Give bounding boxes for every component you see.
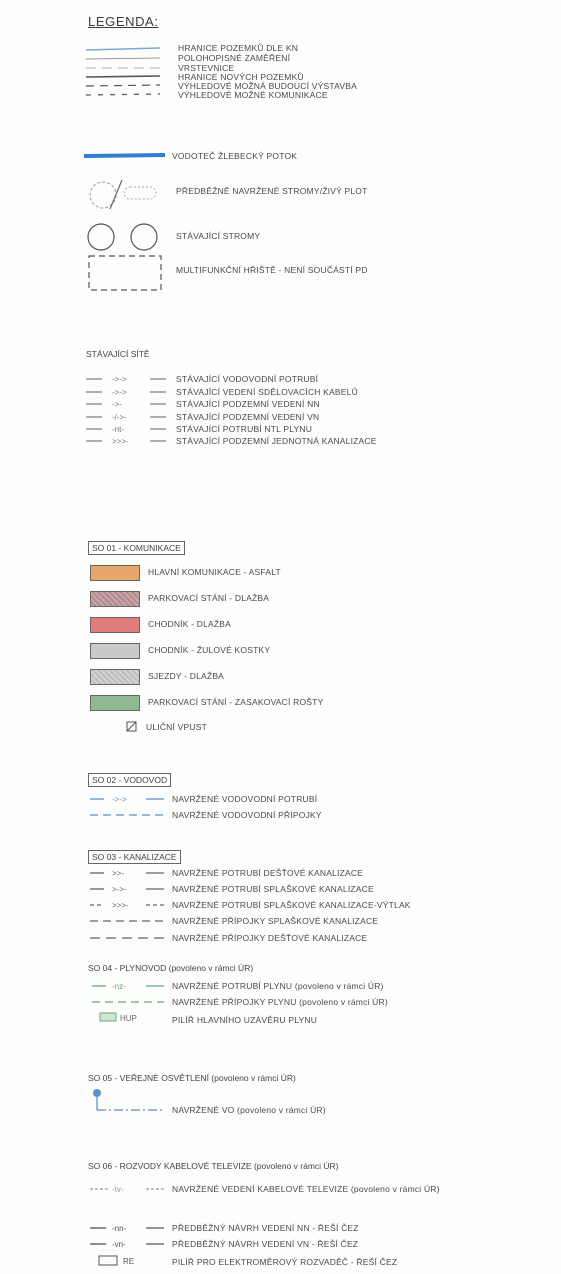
existing-gas-code: -nt- [112,425,124,434]
existing-network-label-2: STÁVAJÍCÍ VEDENÍ SDĚLOVACÍCH KABELŮ [176,387,358,397]
existing-network-label-4: STÁVAJÍCÍ PODZEMNÍ VEDENÍ VN [176,412,320,422]
cez-label-3: PILÍŘ PRO ELEKTROMĚROVÝ ROZVADĚČ - ŘEŠÍ ČEZ [172,1257,398,1267]
existing-networks-heading: STÁVAJÍCÍ SÍTĚ [86,349,150,359]
gas-pipe-code: -nz- [112,982,126,991]
so06-heading: SO 06 - ROZVODY KABELOVÉ TELEVIZE (povoleno v rámci ÚR) [88,1161,339,1171]
plant-label-3: MULTIFUNKČNÍ HŘIŠTĚ - NENÍ SOUČÁSTÍ PD [176,265,368,275]
so01-label-3: CHODNÍK - DLAŽBA [148,619,232,629]
water-pipe-code: ->-> [112,795,127,804]
storm-sewer-code: >>- [112,869,125,878]
so04-heading: SO 04 - PLYNOVOD (povoleno v rámci ÚR) [88,963,254,973]
plant-label-1: PŘEDBĚŽNĚ NAVRŽENÉ STROMY/ŽIVÝ PLOT [176,186,368,196]
cable-tv-code: -tv- [112,1185,124,1194]
gas-pillar-code: HUP [120,1014,137,1023]
so02-heading: SO 02 - VODOVOD [88,773,171,787]
so04-label-3: PILÍŘ HLAVNÍHO UZÁVĚRU PLYNU [172,1015,318,1025]
so02-label-1: NAVRŽENÉ VODOVODNÍ POTRUBÍ [172,794,318,804]
so04-label-2: NAVRŽENÉ PŘÍPOJKY PLYNU (povoleno v rámci ÚR) [172,997,388,1007]
base-line-label-6: VÝHLEDOVÉ MOŽNÉ KOMUNIKACE [178,90,328,100]
existing-nn-code: ->- [112,400,122,409]
so01-heading: SO 01 - KOMUNIKACE [88,541,185,555]
so05-heading: SO 05 - VEŘEJNÉ OSVĚTLENÍ (povoleno v rámci ÚR) [88,1073,296,1083]
so01-label-5: SJEZDY - DLAŽBA [148,671,225,681]
base-line-label-1: HRANICE POZEMKŮ DLE KN [178,43,299,53]
legend-title: LEGENDA: [88,14,159,29]
meter-pillar-icon [99,1256,117,1265]
so03-label-2: NAVRŽENÉ POTRUBÍ SPLAŠKOVÉ KANALIZACE [172,884,374,894]
meter-pillar-code: RE [123,1257,135,1266]
gully-label: ULIČNÍ VPUST [146,722,207,732]
existing-telecom-code: ->-> [112,388,127,397]
so03-label-5: NAVRŽENÉ PŘÍPOJKY DEŠŤOVÉ KANALIZACE [172,933,368,943]
base-line-label-5: VÝHLEDOVÉ MOŽNÁ BUDOUCÍ VÝSTAVBA [178,81,357,91]
existing-sewer-code: >>>- [112,437,129,446]
cez-vn-code: -vn- [112,1240,126,1249]
cez-label-1: PŘEDBĚŽNÝ NÁVRH VEDENÍ NN - ŘEŠÍ ČEZ [172,1223,359,1233]
plant-label-2: STÁVAJÍCÍ STROMY [176,231,261,241]
so03-heading: SO 03 - KANALIZACE [88,850,181,864]
so03-label-1: NAVRŽENÉ POTRUBÍ DEŠŤOVÉ KANALIZACE [172,868,364,878]
watercourse-label: VODOTEČ ŽLEBECKÝ POTOK [172,151,298,161]
so03-label-4: NAVRŽENÉ PŘÍPOJKY SPLAŠKOVÉ KANALIZACE [172,916,379,926]
existing-network-label-5: STÁVAJÍCÍ POTRUBÍ NTL PLYNU [176,424,313,434]
so01-label-4: CHODNÍK - ŽULOVÉ KOSTKY [148,645,271,655]
so02-label-2: NAVRŽENÉ VODOVODNÍ PŘÍPOJKY [172,810,322,820]
so01-label-6: PARKOVACÍ STÁNÍ - ZASAKOVACÍ ROŠTY [148,697,324,707]
existing-water-code: ->-> [112,375,127,384]
so01-label-1: HLAVNÍ KOMUNIKACE - ASFALT [148,567,281,577]
base-line-label-4: HRANICE NOVÝCH POZEMKŮ [178,72,304,82]
existing-vn-code: -/->- [112,413,127,422]
base-line-label-3: VRSTEVNICE [178,63,235,73]
existing-network-label-3: STÁVAJÍCÍ PODZEMNÍ VEDENÍ NN [176,399,320,409]
so04-label-1: NAVRŽENÉ POTRUBÍ PLYNU (povoleno v rámci ÚR) [172,981,384,991]
so03-label-3: NAVRŽENÉ POTRUBÍ SPLAŠKOVÉ KANALIZACE-VÝTLAK [172,900,411,910]
pressure-sewer-code: >>>- [112,901,129,910]
existing-network-label-1: STÁVAJÍCÍ VODOVODNÍ POTRUBÍ [176,374,319,384]
base-line-label-2: POLOHOPISNÉ ZAMĚŘENÍ [178,53,291,63]
cez-nn-code: -nn- [112,1224,127,1233]
existing-network-label-6: STÁVAJÍCÍ PODZEMNÍ JEDNOTNÁ KANALIZACE [176,436,377,446]
foul-sewer-code: >->- [112,885,127,894]
cez-label-2: PŘEDBĚŽNÝ NÁVRH VEDENÍ VN - ŘEŠÍ ČEZ [172,1239,359,1249]
so01-label-2: PARKOVACÍ STÁNÍ - DLAŽBA [148,593,270,603]
so05-label: NAVRŽENÉ VO (povoleno v rámci ÚR) [172,1105,326,1115]
so06-label: NAVRŽENÉ VEDENÍ KABELOVÉ TELEVIZE (povoleno v rámci ÚR) [172,1184,440,1194]
